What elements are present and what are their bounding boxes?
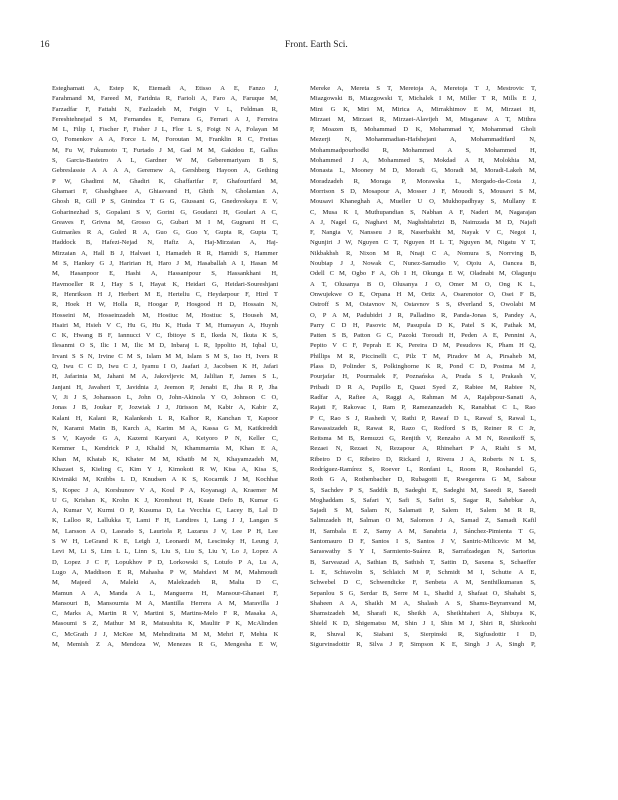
author-line: P W, Ghadimi M, Ghadiri K, Ghaffarifar F, Ghafourifard M, (52, 177, 278, 185)
author-line: Pourjafar H, Pourmalek F, Poznańska A, Prada S I, Prakash V, (310, 373, 536, 381)
author-line: Mini G K, Miri M, Mirica A, Mirrakhimov E M, Mirzaei H, (310, 105, 536, 113)
author-line: Khan M, Khatab K, Khater M M, Khatib M N, Khayamzadeh M, (52, 455, 278, 463)
author-line: Q, Iwu C C D, Iwu C J, Iyamu I O, Jaafari J, Jacobsen K H, Jafari (52, 363, 278, 371)
author-line: A, Kumar V, Kurmi O P, Kusuma D, La Vecchia C, Lacey B, Lal D (52, 507, 278, 515)
author-line: Fereshtehnejad S M, Fernandes E, Ferrara G, Ferrari A J, Ferreira (52, 115, 278, 123)
author-line: Janjani H, Javaheri T, Javidnia J, Jeemon P, Jenabi E, Jha R P, Jha (52, 383, 278, 391)
author-line: Jonas J B, Joukar F, Jozwiak J J, Jürisson M, Kabir A, Kabir Z, (52, 404, 278, 412)
author-line: Shamsizadeh M, Sharafi K, Sheikh A, Sheikhtaheri A, Shibuya K, (310, 610, 536, 618)
author-line: Ghosh R, Gill P S, Ginindza T G G, Giussani G, Gnedovskaya E V, (52, 198, 278, 206)
author-line: Phillips M R, Piccinelli C, Pilz T M, Piradov M A, Pirsaheb M, (310, 352, 536, 360)
author-line: M, Larsson A O, Lasrado S, Lauriola P, Lazarus J V, Lee P H, Lee (52, 527, 278, 535)
author-line: Levi M, Li S, Lim L L, Linn S, Liu S, Liu S, Liu Y, Lo J, Lopez A (52, 548, 278, 556)
author-line: Radfar A, Rafiee A, Raggi A, Rahman M A, Rajabpour-Sanati A, (310, 393, 536, 401)
author-line: R, Hoek H W, Holla R, Hoogar P, Hosgood H D, Hossain N, (52, 301, 278, 309)
author-line: Mamun A A, Manda A L, Manguerra H, Mansour-Ghanaei F, (52, 589, 278, 597)
author-line: Sigurvinsdottir R, Silva J P, Simpson K E, Singh J A, Singh P, (310, 641, 536, 649)
author-line: A J, Nagel G, Naghavi M, Naghshtabrizi B, Naimzada M D, Najafi (310, 218, 536, 226)
author-line: Ilesanmi O S, Ilic I M, Ilic M D, Inbaraj L R, Ippolito H, Iqbal U, (52, 342, 278, 350)
author-line: Mousavi Khaneghah A, Mueller U O, Mukhopadhyay S, Mullany E (310, 198, 536, 206)
author-line: Esteghamati A, Estep K, Etemadi A, Etisso A E, Fanzo J, (52, 85, 278, 92)
page-header (40, 40, 578, 54)
author-line: P C, Rao S J, Rashedi V, Rathi P, Rawaf D L, Rawaf S, Rawal L, (310, 414, 536, 422)
author-line: C, McGrath J J, McKee M, Mehndiratta M M, Mehri F, Mehta K (52, 630, 278, 638)
author-line: Guimarães R A, Guled R A, Guo G, Guo Y, Gupta R, Gupta T, (52, 229, 278, 237)
author-line: Shield K D, Shigematsu M, Shin J I, Shin M J, Shiri R, Shirkoohi (310, 620, 536, 628)
author-line: Mezerji N, Mohammadian-Hafshejani A, Mohammadifard N, (310, 136, 536, 144)
author-line: Salimzadeh H, Salman O M, Salomon J A, Samad Z, Samadi Kafil (310, 517, 536, 525)
author-line: Pribadi D R A, Pupillo E, Quazi Syed Z, Rabiee M, Rabiee N, (310, 383, 536, 391)
author-line: Miazgowski B, Miazgowski T, Michalek I M, Miller T R, Mills E J, (310, 95, 536, 103)
author-line: C, Marks A, Martin R V, Martini S, Martins-Melo F R, Masaka A, (52, 610, 278, 618)
author-line: Ostroff S M, Ostavnov N, Ostavnov S S, Øverland S, Owolabi M (310, 301, 536, 309)
author-line: M, Fu W, Fukumoto T, Furtado J M, Gad M M, Gakidou E, Gallus (52, 146, 278, 154)
author-list-left-column (52, 84, 278, 770)
author-line: Rezaei N, Rezaei N, Rezapour A, Rhinehart P A, Riahi S M, (310, 445, 536, 453)
author-line: Rodríguez-Ramírez S, Roever L, Ronfani L, Room R, Roshandel G, (310, 465, 536, 473)
author-line: Moghaddam S, Safari Y, Safi S, Safiri S, Sagar R, Sahebkar A, (310, 496, 536, 504)
author-line: Rajati F, Rakovac I, Ram P, Ramezanzadeh K, Ranabhat C L, Rao (310, 404, 536, 412)
author-line: Gebreslassie A A A A, Geremew A, Gershberg Hayoon A, Gething (52, 167, 278, 175)
author-line: M L, Filip I, Fischer F, Fisher J L, Flor L S, Foigt N A, Folayan M (52, 126, 278, 134)
author-line: S, Sachdev P S, Saddik B, Sadeghi E, Sadeghi M, Saeedi R, Saeedi (310, 486, 536, 494)
author-line: A T, Olusanya B O, Olusanya J O, Omer M O, Ong K L, (310, 280, 536, 288)
author-line: Monasta L, Mooney M D, Moradi G, Moradi M, Moradi-Lakeh M, (310, 167, 536, 175)
author-line: Pepito V C F, Peprah E K, Pereira D M, Pesudovs K, Pham H Q, (310, 342, 536, 350)
author-line: Ghamari F, Ghashghaee A, Ghiasvand H, Ghith N, Gholamian A, (52, 187, 278, 195)
author-line: S V, Kayode G A, Kazemi Karyani A, Keiyoro P N, Keller C, (52, 435, 278, 443)
author-line: Kivimäki M, Knibbs L D, Knudsen A K S, Kocarnik J M, Kochhar (52, 476, 278, 484)
author-line: S W H, LeGrand K E, Leigh J, Leonardi M, Lescinsky H, Leung J, (52, 538, 278, 546)
author-line: Mohammadpourhodki R, Mohammed A S, Mohammed H, (310, 146, 536, 154)
author-line: S, Kopec J A, Korshunov V A, Koul P A, Koyanagi A, Kraemer M (52, 486, 278, 494)
author-line: Plass D, Polinder S, Polkinghorne K R, Pond C D, Postma M J, (310, 363, 536, 371)
author-line: Patten S B, Patton G C, Pazoki Toroudi H, Peden A E, Pennini A, (310, 332, 536, 340)
author-line: Odell C M, Ogbo F A, Oh I H, Okunga E W, Oladnabi M, Olagunju (310, 270, 536, 278)
author-line: Saraswathy S Y I, Sarmiento-Suárez R, Sarrafzadegan N, Sartorius (310, 548, 536, 556)
author-line: Hosseini M, Hosseinzadeh M, Hostiuc M, Hostiuc S, Househ M, (52, 311, 278, 319)
author-line: N, Karami Matin B, Karch A, Karim M A, Kassa G M, Katikireddi (52, 424, 278, 432)
author-line: Sepanlou S G, Serdar B, Serre M L, Shadid J, Shafaat O, Shahabi S, (310, 589, 536, 597)
author-line: U G, Krishan K, Krohn K J, Kromhout H, Kuate Defo B, Kumar G (52, 496, 278, 504)
author-line: Rawassizadeh R, Rawat R, Razo C, Redford S B, Reiner R C Jr, (310, 424, 536, 432)
author-line: C, Musa K I, Muthupandian S, Nabhan A F, Naderi M, Nagarajan (310, 208, 536, 216)
author-line: Schwebel D C, Schwendicke F, Senbeta A M, Senthilkumaran S, (310, 579, 536, 587)
author-line: Sajadi S M, Salam N, Salamati P, Salem H, Salem M R R, (310, 507, 536, 515)
author-line: C K, Hwang B F, Iannucci V C, Ibitoye S E, Ikeda N, Ikuta K S, (52, 332, 278, 340)
author-line: Reitsma M B, Remuzzi G, Renjith V, Renzaho A M N, Resnikoff S, (310, 435, 536, 443)
author-line: O, P A M, Padubidri J R, Palladino R, Panda-Jonas S, Pandey A, (310, 311, 536, 319)
author-line: Roth G A, Rothenbacher D, Rubagotti E, Rwegerera G M, Sabour (310, 476, 536, 484)
author-line: B, Sarveazad A, Sathian B, Sathish T, Sattin D, Saxena S, Schaeffer (310, 558, 536, 566)
author-line: Masoumi S Z, Mathur M R, Matsushita K, Mauliir P K, McAlinden (52, 620, 278, 628)
author-line: S, Garcia-Basteiro A L, Gardner W M, Geberemariyam B S, (52, 157, 278, 165)
author-line: Ribeiro D C, Ribeiro D, Rickard J, Rivera J A, Roberts N L S, (310, 455, 536, 463)
author-line: L E, Schiavolin S, Schlaich M P, Schmidt M I, Schutte A E, (310, 568, 536, 576)
author-line: R, Shuval K, Siabani S, Sierpinski R, Sigfusdottir I D, (310, 630, 536, 638)
author-line: V, Ji J S, Johansson L, John O, John-Akinola Y O, Johnson C O, (52, 393, 278, 401)
author-line: Havmoeller R J, Hay S I, Hayat K, Heidari G, Heidari-Soureshjani (52, 280, 278, 288)
author-line: M, Majeed A, Maleki A, Malekzadeh R, Malta D C, (52, 579, 278, 587)
author-line: Noubiap J J, Nowak C, Nunez-Samudio V, Oţoiu A, Oancea B, (310, 260, 536, 268)
author-line: Haddock B, Hafezi-Nejad N, Hafiz A, Haj-Mirzaian A, Haj- (52, 239, 278, 247)
page-number: 16 (40, 40, 50, 50)
author-line: Goharinezhad S, Gopalani S V, Gorini G, Goudarzi H, Goulart A C, (52, 208, 278, 216)
author-line: Moradzadeh R, Moraga P, Morawska L, Morgado-da-Costa J, (310, 177, 536, 185)
author-line: M S, Hankey G J, Haririan H, Haro J M, Hasaballah A I, Hasan M (52, 260, 278, 268)
author-line: Lugo A, Maddison E R, Mahasha P W, Mahdavi M M, Mahmoudi (52, 568, 278, 576)
author-line: M, Hasanpoor E, Hashi A, Hassanipour S, Hassankhani H, (52, 270, 278, 278)
author-line: Shaheen A A, Shaikh M A, Shalash A S, Shams-Beyranvand M, (310, 599, 536, 607)
author-line: M, Memish Z A, Mendoza W, Menezes R G, Mengesha E W, (52, 641, 278, 649)
author-line: Nikbakhsh R, Nixon M R, Nnaji C A, Nomura S, Norrving B, (310, 249, 536, 257)
author-line: Kalani H, Kalani R, Kalankesh L R, Kalhor R, Kanchan T, Kapoor (52, 414, 278, 422)
author-line: R, Henrikson H J, Herbert M E, Herteliu C, Heydarpour F, Hird T (52, 290, 278, 298)
author-line: Farzadfar F, Fattahi N, Fazlzadeh M, Feigin V L, Feldman R, (52, 105, 278, 113)
author-line: Greaves F, Grivna M, Grosso G, Gubari M I M, Gugnani H C, (52, 218, 278, 226)
author-line: Mohammed J A, Mohammed S, Mokdad A H, Molokhia M, (310, 157, 536, 165)
author-line: Farahmand M, Fareed M, Faridnia R, Farioli A, Faro A, Faruque M, (52, 95, 278, 103)
author-line: K, Lalloo R, Lallukka T, Lami F H, Landires I, Lang J J, Langan S (52, 517, 278, 525)
author-line: Ngunjiri J W, Nguyen C T, Nguyen H L T, Nguyen M, Nigatu Y T, (310, 239, 536, 247)
author-line: Kemmer L, Kendrick P J, Khalid N, Khammarnia M, Khan E A, (52, 445, 278, 453)
author-line: Morrison S D, Mosapour A, Mosser J F, Mouodi S, Mousavi S M, (310, 187, 536, 195)
author-line: Irvani S S N, Irvine C M S, Islam M M, Islam S M S, Iso H, Ivers R (52, 352, 278, 360)
author-line: D, Lopez J C F, Lopukhov P D, Lorkowski S, Lotufo P A, Lu A, (52, 558, 278, 566)
author-line: Onwujekwe O E, Orpana H M, Ortiz A, Osarenotor O, Osei F B, (310, 290, 536, 298)
author-line: Santomauro D F, Santos I S, Santos J V, Santric-Milicevic M M, (310, 538, 536, 546)
author-line: O, Fomenkov A A, Force L M, Foroutan M, Franklin R C, Freitas (52, 136, 278, 144)
author-line: Mereke A, Mereta S T, Meretoja A, Meretoja T J, Mestrovic T, (310, 85, 536, 92)
author-line: Hsairi M, Hsieh V C, Hu G, Hu K, Huda T M, Humayun A, Huynh (52, 321, 278, 329)
author-line: Khazaei S, Kieling C, Kim Y J, Kimokoti R W, Kisa A, Kisa S, (52, 465, 278, 473)
author-line: P, Moazen B, Mohammad D K, Mohammad Y, Mohammad Gholi (310, 126, 536, 134)
author-line: H, Sambala E Z, Samy A M, Sanabria J, Sánchez-Pimienta T G, (310, 527, 536, 535)
author-line: Mansouri B, Mansournia M A, Mantilla Herrera A M, Maravilla J (52, 599, 278, 607)
author-line: Mirzaian A, Hall B J, Halvaei I, Hamadeh R R, Hamidi S, Hammer (52, 249, 278, 257)
author-line: Mirzaei M, Mirzaei R, Mirzaei-Alavijeh M, Misganaw A T, Mithra (310, 115, 536, 123)
author-line: H, Jafarinia M, Jahani M A, Jakovljevic M, Jalilian F, James S L, (52, 373, 278, 381)
author-list-right-column (310, 84, 536, 770)
author-line: Parry C D H, Pasovic M, Pasupula D K, Patel S K, Pathak M, (310, 321, 536, 329)
journal-name: Front. Earth Sci. (285, 40, 348, 50)
author-line: F, Nangia V, Nansseu J R, Naserbakht M, Nayak V C, Negoi I, (310, 229, 536, 237)
